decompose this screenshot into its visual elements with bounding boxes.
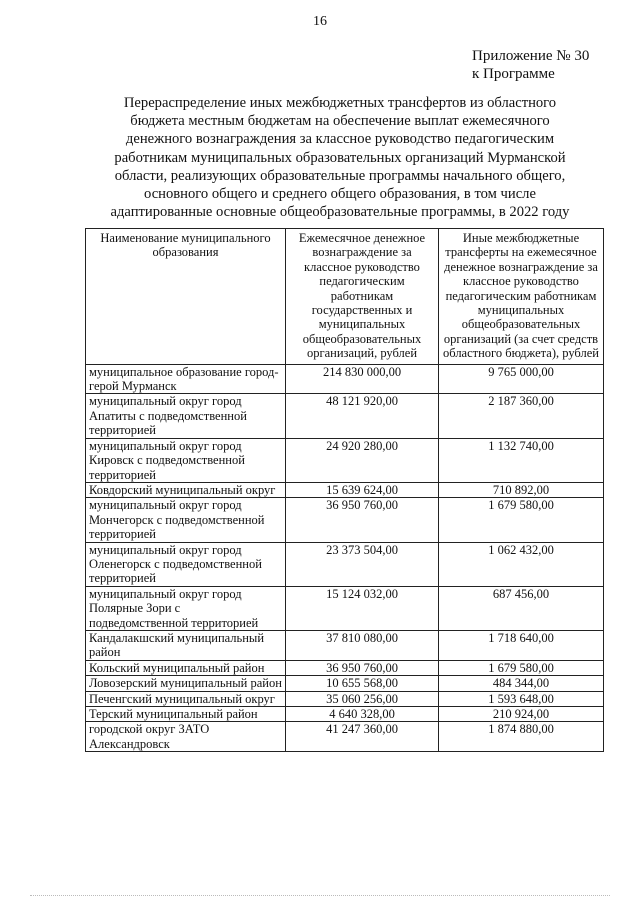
table-row xyxy=(86,691,604,706)
municipality-name: муниципальное образование город-герой Мурманск xyxy=(86,364,286,394)
transfer-value: 687 456,00 xyxy=(439,586,604,630)
table-row xyxy=(86,498,604,542)
appendix-caption xyxy=(472,47,589,83)
header-municipality: Наименование муниципального образования xyxy=(86,229,286,365)
table-row xyxy=(86,707,604,722)
table-row xyxy=(86,586,604,630)
municipality-name: Кольский муниципальный район xyxy=(86,660,286,675)
municipality-name: Кандалакшский муниципальный район xyxy=(86,630,286,660)
document-title xyxy=(80,94,600,221)
transfer-value: 1 718 640,00 xyxy=(439,630,604,660)
transfer-value: 1 874 880,00 xyxy=(439,722,604,752)
table-row xyxy=(86,482,604,497)
monthly-reward-value: 35 060 256,00 xyxy=(286,691,439,706)
title-line: бюджета местным бюджетам на обеспечение выплат ежемесячного xyxy=(130,113,550,130)
table-row xyxy=(86,660,604,675)
transfer-value: 710 892,00 xyxy=(439,482,604,497)
transfer-value: 1 132 740,00 xyxy=(439,438,604,482)
transfer-value: 210 924,00 xyxy=(439,707,604,722)
municipality-name: муниципальный округ город Оленегорск с подведомственной территорией xyxy=(86,542,286,586)
header-transfers: Иные межбюджетные трансферты на ежемесячное денежное вознаграждение за классное руководство педагогическим работникам муниципальных общеобразовательных организаций (за счет средств областного бюджета), рублей xyxy=(439,229,604,365)
transfer-value: 9 765 000,00 xyxy=(439,364,604,394)
municipality-name: Терский муниципальный район xyxy=(86,707,286,722)
municipality-name: Печенгский муниципальный округ xyxy=(86,691,286,706)
monthly-reward-value: 15 639 624,00 xyxy=(286,482,439,497)
transfers-table xyxy=(85,228,604,752)
title-line: денежного вознаграждения за классное руководство педагогическим xyxy=(125,131,555,148)
transfer-value: 484 344,00 xyxy=(439,676,604,691)
monthly-reward-value: 37 810 080,00 xyxy=(286,630,439,660)
monthly-reward-value: 48 121 920,00 xyxy=(286,394,439,438)
title-line: области, реализующих образовательные программы начального общего, xyxy=(114,167,566,184)
transfer-value: 2 187 360,00 xyxy=(439,394,604,438)
monthly-reward-value: 36 950 760,00 xyxy=(286,498,439,542)
municipality-name: Ковдорский муниципальный округ xyxy=(86,482,286,497)
table-row xyxy=(86,676,604,691)
municipality-name: муниципальный округ город Мончегорск с подведомственной территорией xyxy=(86,498,286,542)
page-edge-divider xyxy=(30,895,610,897)
table-row xyxy=(86,394,604,438)
monthly-reward-value: 4 640 328,00 xyxy=(286,707,439,722)
table-row xyxy=(86,630,604,660)
municipality-name: муниципальный округ город Кировск с подведомственной территорией xyxy=(86,438,286,482)
monthly-reward-value: 41 247 360,00 xyxy=(286,722,439,752)
monthly-reward-value: 24 920 280,00 xyxy=(286,438,439,482)
municipality-name: муниципальный округ город Апатиты с подведомственной территорией xyxy=(86,394,286,438)
transfer-value: 1 679 580,00 xyxy=(439,498,604,542)
table-row xyxy=(86,542,604,586)
monthly-reward-value: 214 830 000,00 xyxy=(286,364,439,394)
title-line: Перераспределение иных межбюджетных трансфертов из областного xyxy=(123,95,557,111)
table-row xyxy=(86,364,604,394)
table-header-row xyxy=(86,229,604,365)
transfer-value: 1 593 648,00 xyxy=(439,691,604,706)
header-monthly-reward: Ежемесячное денежное вознаграждение за классное руководство педагогическим работникам государственных и муниципальных общеобразовательных организаций, рублей xyxy=(286,229,439,365)
table-row xyxy=(86,438,604,482)
monthly-reward-value: 10 655 568,00 xyxy=(286,676,439,691)
transfer-value: 1 062 432,00 xyxy=(439,542,604,586)
table-row xyxy=(86,722,604,752)
transfer-value: 1 679 580,00 xyxy=(439,660,604,675)
municipality-name: муниципальный округ город Полярные Зори с подведомственной территорией xyxy=(86,586,286,630)
monthly-reward-value: 15 124 032,00 xyxy=(286,586,439,630)
page-number: 16 xyxy=(313,14,327,29)
title-line: основного общего и среднего общего образования, в том числе xyxy=(144,186,536,203)
appendix-line-1: Приложение № 30 xyxy=(472,48,590,64)
monthly-reward-value: 23 373 504,00 xyxy=(286,542,439,586)
title-line: адаптированные основные общеобразовательные программы, в 2022 году xyxy=(110,204,570,221)
monthly-reward-value: 36 950 760,00 xyxy=(286,660,439,675)
appendix-line-2: к Программе xyxy=(472,66,555,82)
municipality-name: Ловозерский муниципальный район xyxy=(86,676,286,691)
title-line: работникам муниципальных образовательных организаций Мурманской xyxy=(114,149,566,166)
municipality-name: городской округ ЗАТО Александровск xyxy=(86,722,286,752)
